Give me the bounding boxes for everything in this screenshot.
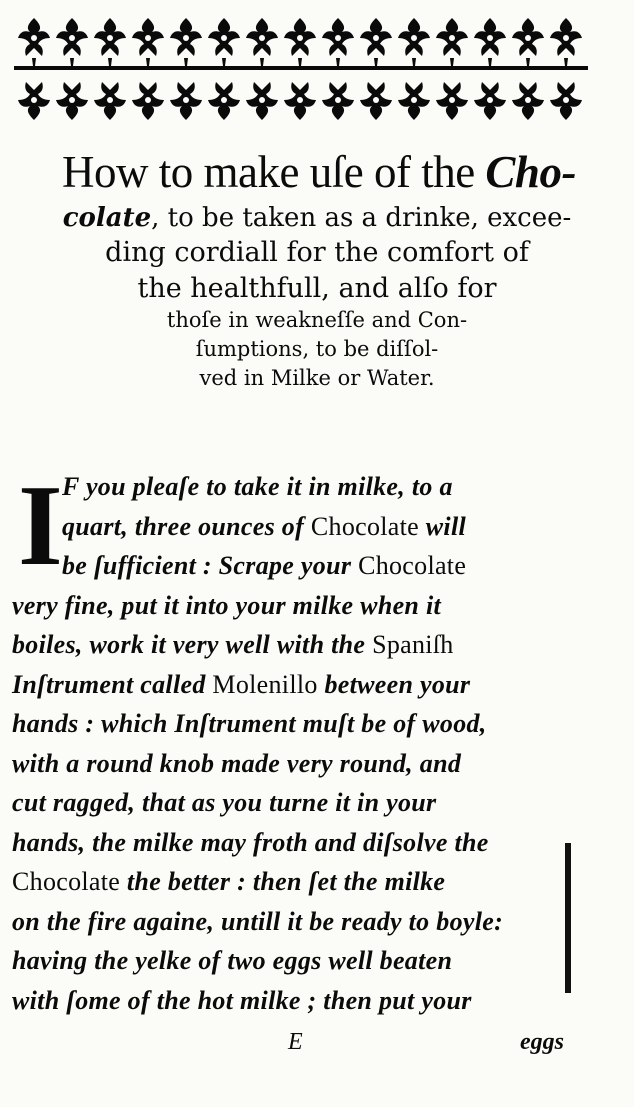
body-line-6-b: Molenillo [212,669,318,699]
heading-line-7: ved in Milke or Water. [199,366,435,390]
body-line-11-b: the better : then ſet the milke [120,867,446,896]
body-line-3-a: be ſufficient : Scrape your [62,551,359,580]
body-line-5-b: Spaniſh [372,630,454,659]
body-line-9: cut ragged, that as you turne it in your [12,788,437,817]
body-line-2 [0,507,634,547]
body-line-4: very fine, put it into your milke when it [12,590,442,620]
body-line-2-c: will [418,511,466,541]
page-gutter-mark [565,843,571,993]
body-line-3-b: Chocolate [358,551,467,580]
body-line-2-b: Chocolate [310,511,419,541]
body-line-7: hands : which Inſtrument muſt be of wood, [12,709,487,738]
ornamental-header-band [14,14,588,122]
body-line-12: on the fire againe, untill it be ready to boyle: [12,906,504,936]
body-line-5 [0,625,634,665]
body-line-13: having the yelke of two eggs well beaten [12,946,453,975]
catchword: eggs [520,1029,564,1055]
heading-line-1-roman: How to make uſe of the [62,147,486,197]
body-line-14: with ſome of the hot milke ; then put your [12,985,472,1015]
heading-line-4: the healthfull, and alſo for [137,273,497,304]
heading-line-6: ſumptions, to be diſſol- [195,337,439,361]
body-line-6-a: Inſtrument called [12,669,213,699]
heading-line-2-italic: colate [62,203,152,233]
body-line-8: with a round knob made very round, and [12,748,462,778]
body-line-11 [0,862,634,902]
body-line-6-c: between your [317,669,471,699]
heading-line-1 [4,147,634,197]
heading-line-1-italic: Cho- [485,147,576,197]
body-line-2-a: quart, three ounces of [62,511,311,541]
heading-line-2-roman: , to be taken as a drinke, excee- [151,203,572,233]
heading-line-3: ding cordiall for the comfort of [105,237,529,268]
body-line-10: hands, the milke may froth and diſsolve the [12,827,489,857]
body-line-1: F you pleaſe to take it in milke, to a [62,472,453,501]
drop-cap-initial: I [18,462,63,589]
heading-line-2 [0,205,634,231]
body-paragraph [0,462,634,1020]
body-line-11-a: Chocolate [12,867,121,896]
heading-line-5: thoſe in weakneſſe and Con- [166,308,468,332]
signature-mark: E [288,1029,303,1055]
body-line-6 [0,665,634,705]
body-line-5-a: boiles, work it very well with the [12,630,373,659]
body-line-3 [0,546,634,586]
chapter-heading [0,147,634,390]
